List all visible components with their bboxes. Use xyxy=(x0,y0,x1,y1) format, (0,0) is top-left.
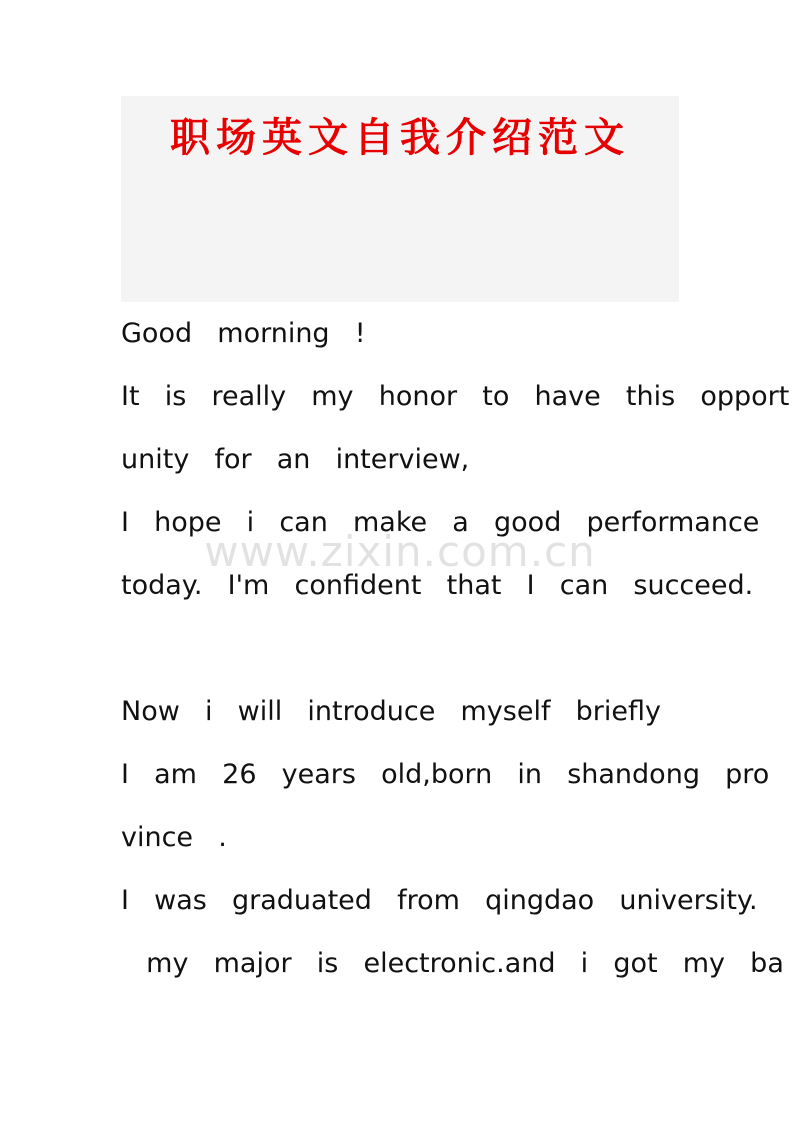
document-body xyxy=(121,307,790,1000)
paragraph-line: I hope i can make a good performance xyxy=(121,507,760,538)
paragraph-line: my major is electronic.and i got my ba xyxy=(121,948,784,979)
watermark: www.zixin.com.cn xyxy=(204,527,596,576)
paragraph-line: vince . xyxy=(121,822,227,853)
paragraph-line: unity for an interview, xyxy=(121,444,470,475)
paragraph-line: It is really my honor to have this opport xyxy=(121,381,790,412)
document-title: 职场英文自我介绍范文 xyxy=(170,114,630,161)
paragraph-line: I am 26 years old,born in shandong pro xyxy=(121,759,770,790)
paragraph-line: Good morning ! xyxy=(121,318,366,349)
blank-line xyxy=(121,622,679,685)
paragraph-line: I was graduated from qingdao university. xyxy=(121,885,758,916)
paragraph-line: today. I'm confident that I can succeed. xyxy=(121,570,754,601)
paragraph-line: Now i will introduce myself briefly xyxy=(121,696,661,727)
